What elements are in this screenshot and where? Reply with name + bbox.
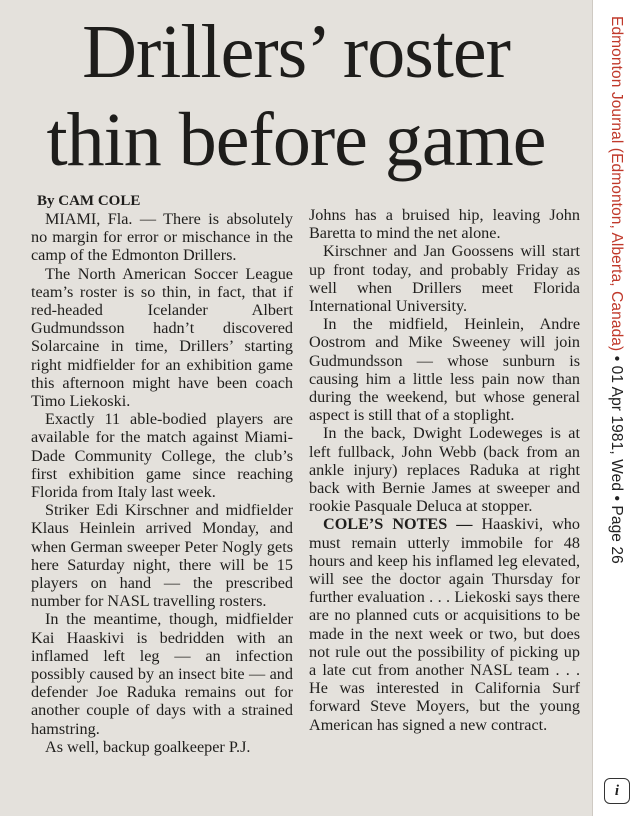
article-column-right xyxy=(309,206,580,734)
notes-kicker: COLE’S NOTES — xyxy=(323,515,473,534)
paragraph: In the back, Dwight Lodeweges is at left fullback, John Webb (back from an ankle injury) replaces Raduka at right back with Bernie James at sweeper and rookie Pasquale Deluca at stopper. xyxy=(309,424,580,516)
publication-date: 01 Apr 1981, Wed xyxy=(608,365,625,492)
info-icon[interactable]: i xyxy=(604,778,630,804)
byline: By CAM COLE xyxy=(37,193,141,209)
page-number: Page 26 xyxy=(608,505,625,564)
citation-text xyxy=(607,16,625,564)
headline-line-1: Drillers’ roster xyxy=(82,10,510,94)
headline-line-2: thin before game xyxy=(46,98,546,182)
paragraph: In the meantime, though, midfielder Kai Haaskivi is bedridden with an inflamed left leg — an infection possibly caused by an insect bite — and defender Joe Raduka remains out for another couple of days with a strained hamstring. xyxy=(31,610,293,738)
separator-dot: • xyxy=(608,495,625,501)
publication-name[interactable]: Edmonton Journal (Edmonton, Alberta, Canada) xyxy=(608,16,625,352)
paragraph: The North American Soccer League team’s roster is so thin, in fact, that if red-headed Icelander Albert Gudmundsson hadn’t discovered Solarcaine in time, Drillers’ starting right midfielder for an exhibition game this afternoon might have been coach Timo Liekoski. xyxy=(31,264,293,411)
paragraph: Johns has a bruised hip, leaving John Baretta to mind the net alone. xyxy=(309,206,580,243)
notes-text: Haaskivi, who must remain utterly immobile for 48 hours and keep his inflamed leg elevated, will see the doctor again Thursday for further evaluation . . . Liekoski says there are no planned cuts or acquisitions to be made in the next week or two, but does not rule out the possibility of picking up a late cut from another NASL team . . . He was interested in California Surf forward Steve Moyers, but the young American has signed a new contract. xyxy=(309,515,580,734)
paragraph: In the midfield, Heinlein, Andre Oostrom and Mike Sweeney will join Gudmundsson — whose sunburn is causing him a little less pain now than during the weekend, but whose general aspect is still that of a stoplight. xyxy=(309,315,580,425)
article-column-left xyxy=(31,192,293,756)
paragraph: Striker Edi Kirschner and midfielder Klaus Heinlein arrived Monday, and when German sweeper Peter Nogly gets here Saturday night, there will be 15 players on hand — the prescribed number for NASL travelling rosters. xyxy=(31,501,293,611)
separator-dot: • xyxy=(608,355,625,362)
citation-sidebar xyxy=(592,0,644,816)
paragraph: MIAMI, Fla. — There is absolutely no margin for error or mischance in the camp of the Edmonton Drillers. xyxy=(31,210,293,265)
paragraph: Exactly 11 able-bodied players are available for the match against Miami-Dade Community College, the club’s first exhibition game since reaching Florida from Italy last week. xyxy=(31,410,293,502)
paragraph: Kirschner and Jan Goossens will start up front today, and probably Friday as well when Drillers meet Florida International University. xyxy=(309,242,580,316)
notes-paragraph xyxy=(309,515,580,733)
paragraph: As well, backup goalkeeper P.J. xyxy=(45,737,251,756)
